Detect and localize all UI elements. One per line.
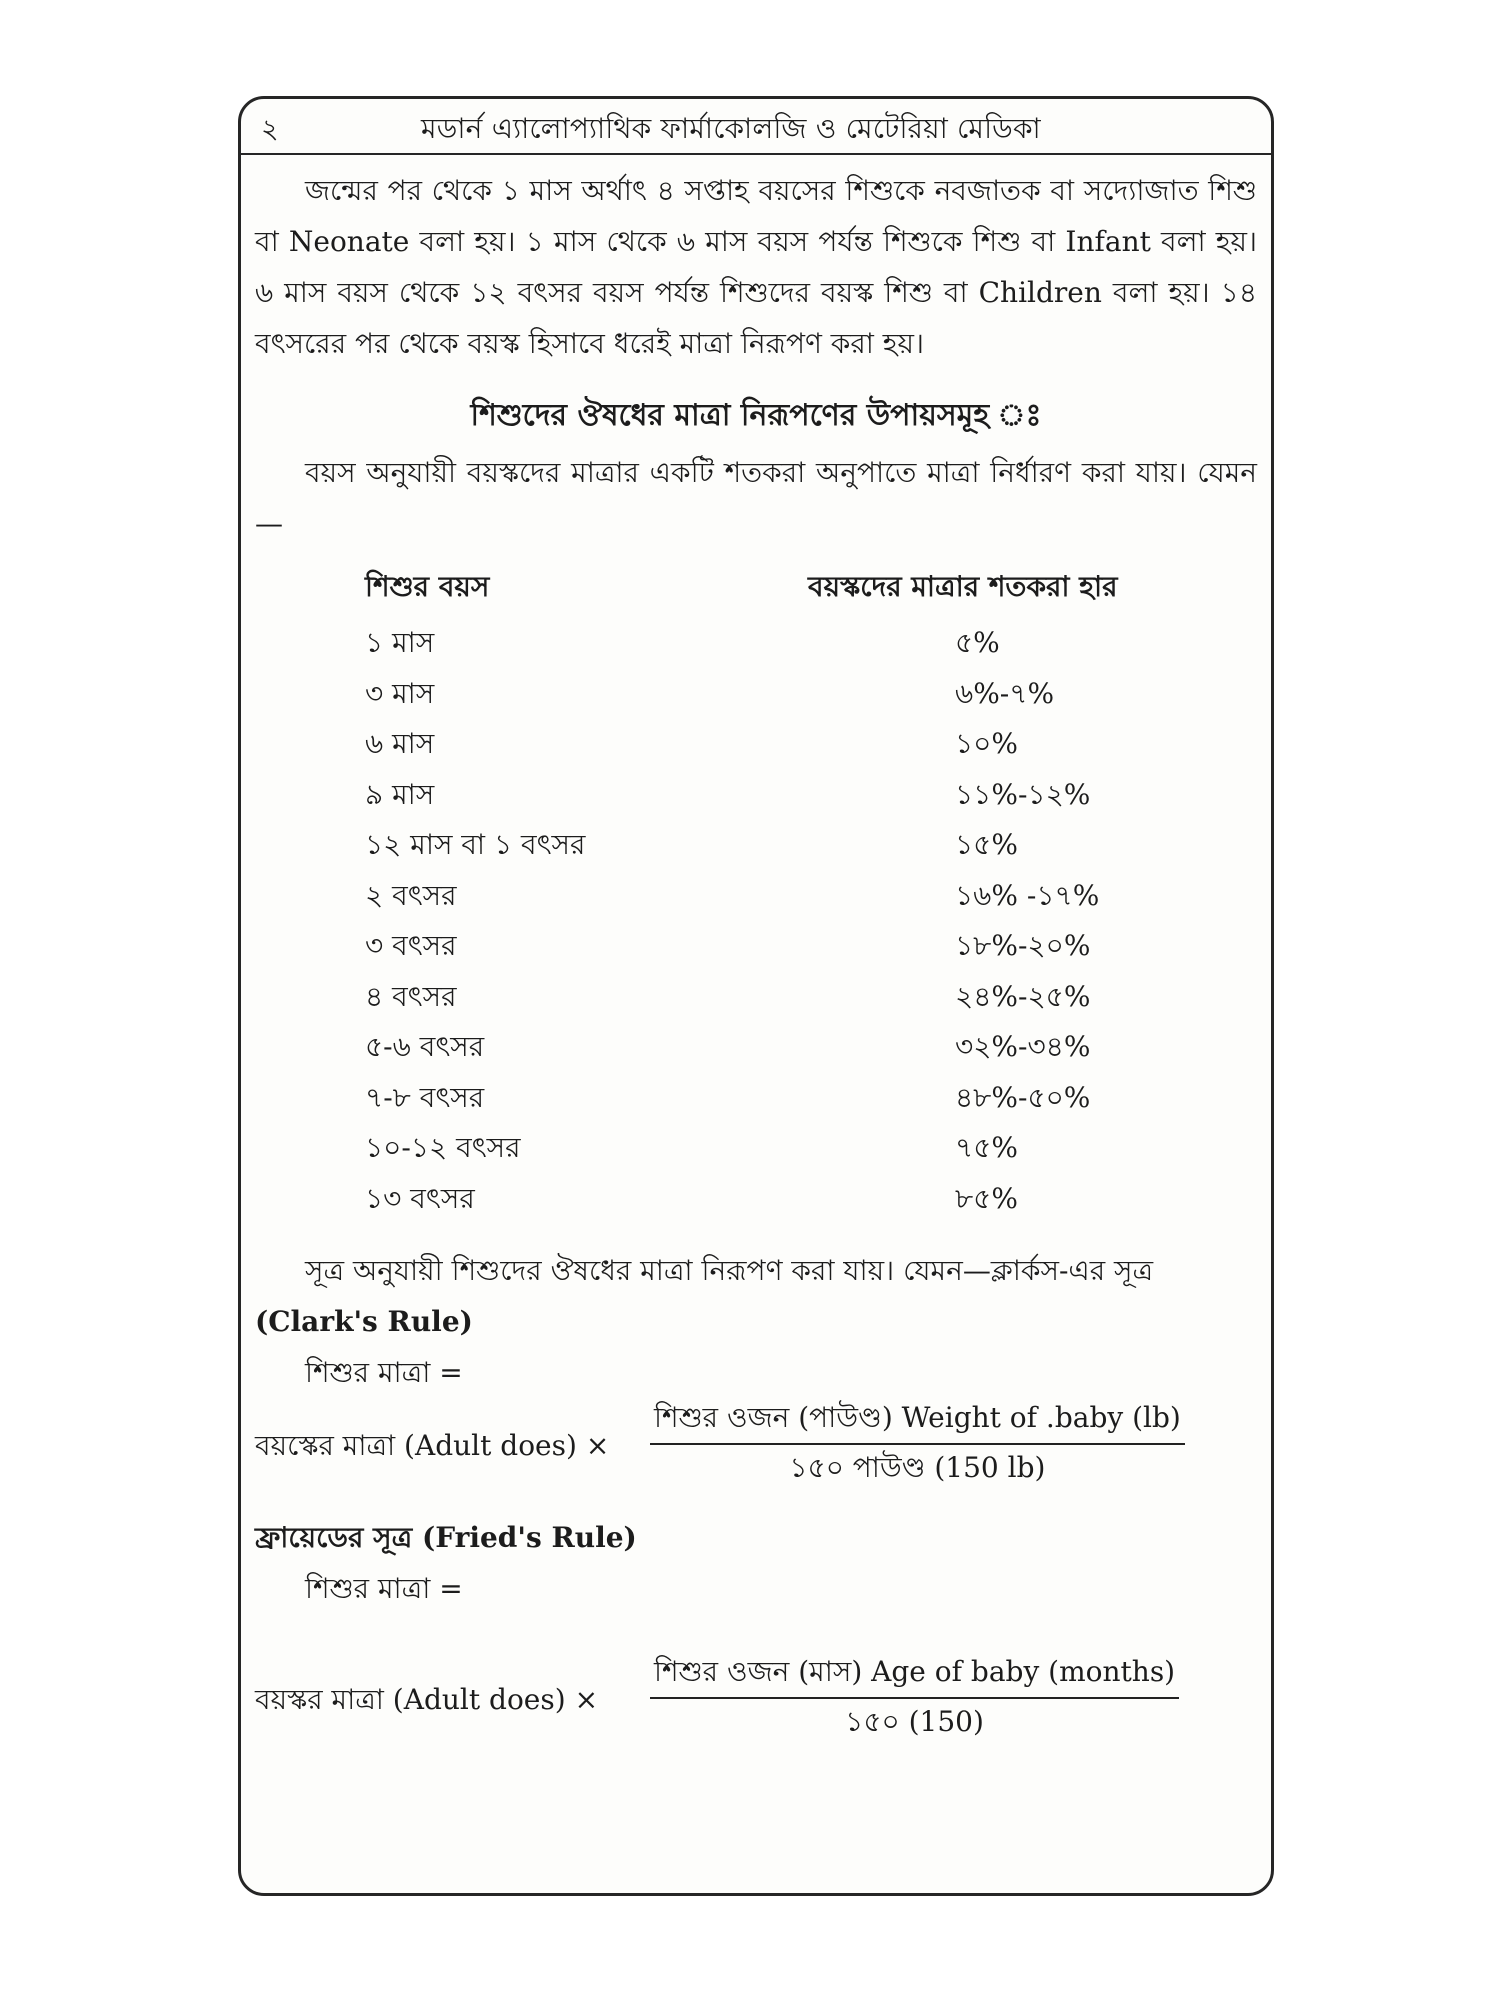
- fried-numerator: শিশুর ওজন (মাস) Age of baby (months): [650, 1646, 1179, 1699]
- percent-cell: ২৪%-২৫%: [955, 979, 1091, 1013]
- page-number: ২: [261, 114, 279, 145]
- table-row: [255, 819, 1257, 870]
- table-header-row: [255, 561, 1257, 617]
- method-paragraph: বয়স অনুযায়ী বয়স্কদের মাত্রার একটি শতকরা অনুপাতে মাত্রা নির্ধারণ করা যায়। যেমন—: [255, 456, 1257, 540]
- page-frame: [238, 96, 1274, 1896]
- table-row: [255, 920, 1257, 971]
- percent-cell: ৮৫%: [955, 1181, 1018, 1215]
- table-row: [255, 617, 1257, 668]
- percent-cell: ৩২%-৩৪%: [955, 1030, 1091, 1063]
- table-row: [255, 1072, 1257, 1123]
- fried-formula-multiplier: বয়স্কর মাত্রা (Adult does) ×: [255, 1683, 599, 1716]
- age-cell: ৯ মাস: [365, 777, 435, 811]
- age-cell: ১০-১২ বৎসর: [365, 1131, 521, 1164]
- table-row: [255, 1122, 1257, 1173]
- fried-formula: [255, 1652, 1257, 1752]
- age-cell: ৩ মাস: [365, 676, 435, 710]
- percent-cell: ১০%: [955, 727, 1018, 760]
- running-head: মডার্ন এ্যালোপ্যাথিক ফার্মাকোলজি ও মেটেরিয়া মেডিকা: [421, 112, 1041, 145]
- table-row: [255, 1173, 1257, 1224]
- clark-fraction: [650, 1392, 1185, 1491]
- age-cell: ৬ মাস: [365, 727, 435, 760]
- age-cell: ১৩ বৎসর: [365, 1181, 475, 1215]
- percent-cell: ১৬% -১৭%: [955, 878, 1100, 912]
- table-row: [255, 718, 1257, 769]
- table-row: [255, 769, 1257, 820]
- percent-cell: ১৮%-২০%: [955, 929, 1091, 962]
- table-row: [255, 1021, 1257, 1072]
- age-cell: ৩ বৎসর: [365, 929, 457, 962]
- table-row: [255, 870, 1257, 921]
- clark-denominator: ১৫০ পাউণ্ড (150 lb): [789, 1451, 1046, 1484]
- table-header-age: শিশুর বয়স: [365, 570, 490, 603]
- percent-cell: ১১%-১২%: [955, 777, 1091, 811]
- percent-cell: ৭৫%: [955, 1131, 1018, 1164]
- clark-formula: [255, 1398, 1257, 1498]
- age-cell: ২ বৎসর: [365, 878, 457, 912]
- clark-formula-lhs: শিশুর মাত্রা =: [305, 1356, 463, 1389]
- age-cell: ১ মাস: [365, 626, 435, 659]
- percent-cell: ৬%-৭%: [955, 676, 1055, 710]
- percent-cell: ১৫%: [955, 828, 1018, 861]
- clark-rule-title: (Clark's Rule): [255, 1305, 473, 1338]
- intro-paragraph: জন্মের পর থেকে ১ মাস অর্থাৎ ৪ সপ্তাহ বয়সের শিশুকে নবজাতক বা সদ্যোজাত শিশু বা Neonate বলা হয়। ১ মাস থেকে ৬ মাস বয়স পর্যন্ত শিশুকে শিশু বা Infant বলা হয়। ৬ মাস বয়স থেকে ১২ বৎসর বয়স পর্যন্ত শিশুদের বয়স্ক শিশু বা Children বলা হয়। ১৪ বৎসরের পর থেকে বয়স্ক হিসাবে ধরেই মাত্রা নিরূপণ করা হয়।: [255, 174, 1257, 360]
- percent-cell: ৪৮%-৫০%: [955, 1080, 1091, 1114]
- fried-fraction: [650, 1646, 1179, 1745]
- table-row: [255, 971, 1257, 1022]
- formula-intro-paragraph: সূত্র অনুযায়ী শিশুদের ঔষধের মাত্রা নিরূপণ করা যায়। যেমন—ক্লার্কস-এর সূত্র: [305, 1254, 1154, 1287]
- age-cell: ৪ বৎসর: [365, 979, 457, 1013]
- clark-formula-multiplier: বয়স্কের মাত্রা (Adult does) ×: [255, 1429, 610, 1462]
- age-cell: ৫-৬ বৎসর: [365, 1030, 485, 1063]
- section-heading: শিশুদের ঔষধের মাত্রা নিরূপণের উপায়সমূহ ঃ: [470, 398, 1042, 433]
- fried-formula-lhs: শিশুর মাত্রা =: [305, 1572, 463, 1605]
- age-cell: ১২ মাস বা ১ বৎসর: [365, 828, 586, 861]
- dosage-table: [255, 561, 1257, 1223]
- clark-numerator: শিশুর ওজন (পাউণ্ড) Weight of .baby (lb): [650, 1392, 1185, 1445]
- table-header-percent: বয়স্কদের মাত্রার শতকরা হার: [808, 570, 1118, 603]
- age-cell: ৭-৮ বৎসর: [365, 1080, 485, 1114]
- header-divider: [241, 153, 1271, 155]
- fried-denominator: ১৫০ (150): [845, 1705, 984, 1738]
- table-row: [255, 668, 1257, 719]
- fried-rule-title: ফ্রায়েডের সূত্র (Fried's Rule): [255, 1521, 637, 1554]
- page-content: [255, 165, 1257, 1752]
- percent-cell: ৫%: [955, 626, 1000, 659]
